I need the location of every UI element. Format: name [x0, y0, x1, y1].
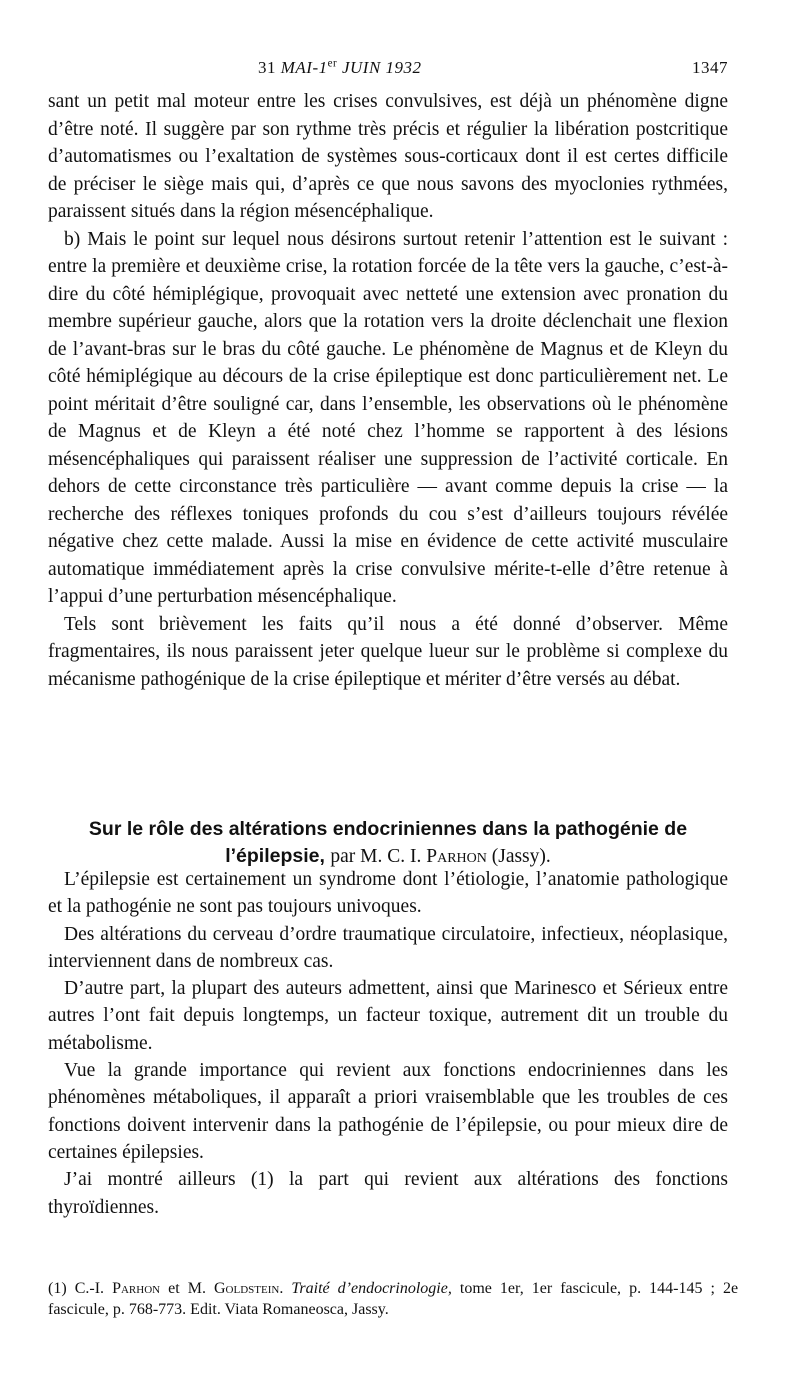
article-heading — [48, 816, 728, 870]
paragraph: sant un petit mal moteur entre les crises convulsives, est déjà un phénomène digne d’être noté. Il suggère par son rythme très précis et régulier la libération postcritique d’automatismes ou l’exaltation de systèmes sous-corticaux dont il est certes difficile de préciser le siège mais qui, d’après ce que nous savons des myoclonies rythmées, paraissent situés dans la région mésencéphalique. — [48, 91, 728, 222]
paragraph: Tels sont brièvement les faits qu’il nous a été donné d’observer. Même fragmentaires, ils nous paraissent jeter quelque lueur sur le problème si complexe du mécanisme pathogénique de la crise épileptique et mériter d’être versés au débat. — [48, 613, 728, 690]
heading-title-line2: l’épilepsie, par M. C. I. Parhon (Jassy). — [225, 845, 551, 867]
paragraph: b) Mais le point sur lequel nous désirons surtout retenir l’attention est le suivant : entre la première et deuxième crise, la rotation forcée de la tête vers la gauche, c’est-à-dire du côté hémiplégique, provoquait avec netteté une extension avec pronation du membre supérieur gauche, alors que la rotation vers la droite déclenchait une flexion de l’avant-bras sur le bras du côté gauche. Le phénomène de Magnus et de Kleyn du côté hémiplégique au décours de la crise épileptique est donc particulièrement net. Le point méritait d’être souligné car, dans l’ensemble, les observations où le phénomène de Magnus et de Kleyn a été noté chez l’homme se rapportent à des lésions mésencéphaliques qui paraissent réaliser une suppression de l’activité corticale. En dehors de cette circonstance très particulière — avant comme depuis la crise — la recherche des réflexes toniques profonds du cou s’est d’ailleurs toujours révélée négative chez cette malade. Aussi la mise en évidence de cette activité musculaire automatique immédiatement après la crise convulsive mérite-t-elle d’être retenue à l’appui d’une perturbation mésencéphalique. — [48, 228, 728, 607]
page-number: 1347 — [692, 58, 728, 77]
paragraph: Des altérations du cerveau d’ordre traumatique circulatoire, infectieux, néoplasique, interviennent dans de nombreux cas. — [48, 923, 728, 972]
footnote: (1) C.-I. Parhon et M. Goldstein. Traité d’endocrinologie, tome 1er, 1er fascicule, p. 144-145 ; 2e fascicule, p. 768-773. Edit. Viata Romaneosca, Jassy. — [48, 1280, 739, 1318]
heading-title-line1: Sur le rôle des altérations endocriniennes dans la pathogénie de — [88, 818, 688, 840]
paragraph: J’ai montré ailleurs (1) la part qui revient aux altérations des fonctions thyroïdiennes. — [48, 1169, 728, 1218]
paragraph: D’autre part, la plupart des auteurs admettent, ainsi que Marinesco et Sérieux entre autres l’ont fait depuis longtemps, un facteur toxique, autrement dit un trouble du métabolisme. — [48, 978, 728, 1054]
heading-author: par M. C. I. Parhon (Jassy). — [330, 846, 551, 867]
section-continued-text — [48, 88, 728, 693]
running-header — [108, 58, 728, 80]
header-date: 31 MAI-1er JUIN 1932 — [258, 57, 422, 77]
paragraph: L’épilepsie est certainement un syndrome dont l’étiologie, l’anatomie pathologique et la pathogénie ne sont pas toujours univoques. — [48, 869, 728, 918]
article-body — [48, 866, 728, 1221]
paragraph: Vue la grande importance qui revient aux fonctions endocriniennes dans les phénomènes métaboliques, il apparaît a priori vraisemblable que les troubles de ces fonctions doivent intervenir dans la pathogénie de l’épilepsie, ou pour mieux dire de certaines épilepsies. — [48, 1060, 728, 1163]
